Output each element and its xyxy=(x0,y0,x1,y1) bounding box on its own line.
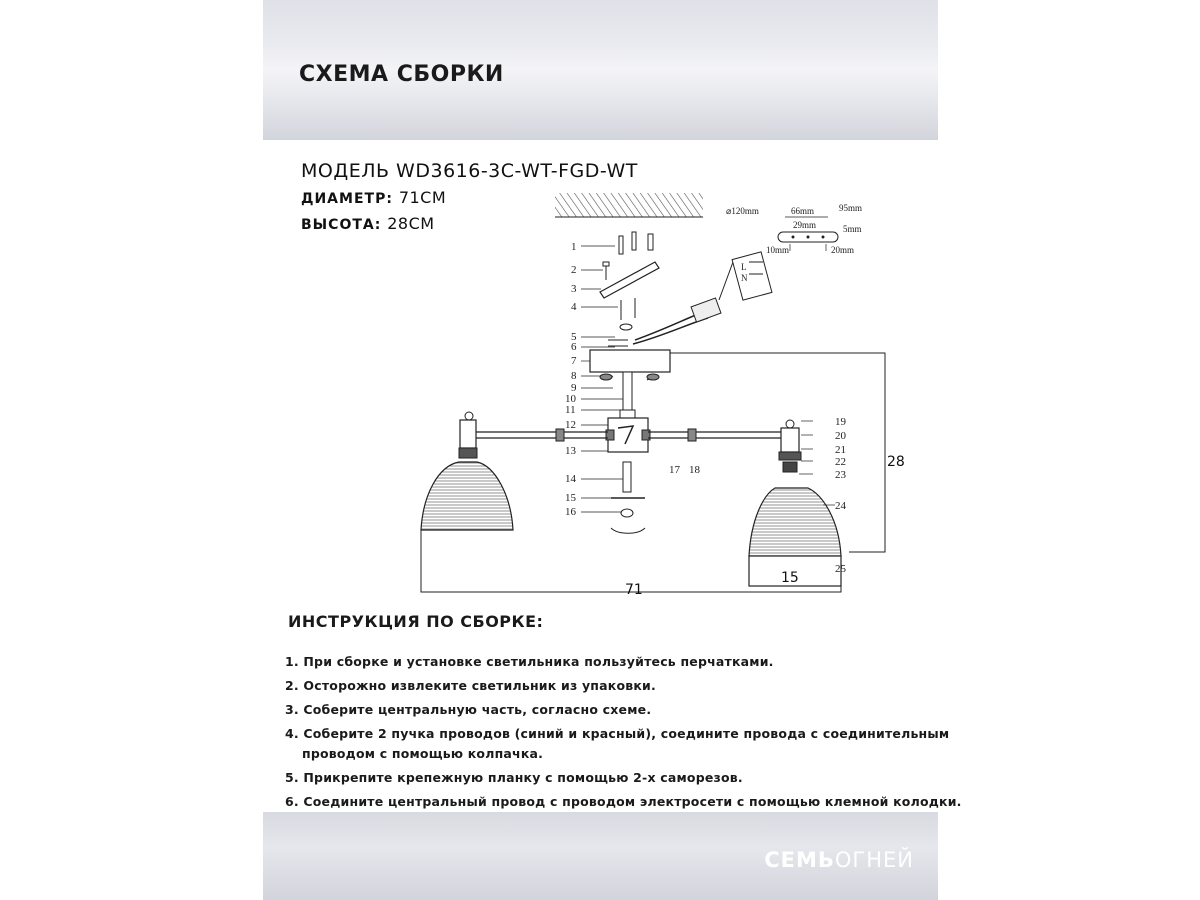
part-number-13: 13 xyxy=(565,445,576,457)
part-number-9: 9 xyxy=(571,382,577,394)
brand-logo xyxy=(764,848,914,872)
footer-band xyxy=(263,812,938,900)
dim-95: 95mm xyxy=(839,203,863,213)
dim-canopy: ⌀120mm xyxy=(726,206,759,216)
part-number-3: 3 xyxy=(571,283,577,295)
part-number-layer xyxy=(263,0,938,612)
part-number-23: 23 xyxy=(835,469,846,481)
part-number-15: 15 xyxy=(565,492,576,504)
overall-height-label: 28 xyxy=(887,454,905,470)
part-number-5: 5 xyxy=(571,331,577,343)
wire-label-n: N xyxy=(741,273,748,283)
height-label: ВЫСОТА: xyxy=(301,217,382,233)
part-number-7: 7 xyxy=(571,355,577,367)
part-number-6: 6 xyxy=(571,341,577,353)
instruction-step: 4. Соберите 2 пучка проводов (синий и красный), соедините провода с соединительным xyxy=(285,726,950,741)
diameter-value: 71СМ xyxy=(398,188,447,207)
part-number-17: 17 xyxy=(669,464,680,476)
part-number-20: 20 xyxy=(835,430,846,442)
dim-20: 20mm xyxy=(831,245,855,255)
instruction-step: 5. Прикрепите крепежную планку с помощью 2-х саморезов. xyxy=(285,770,743,785)
dim-29: 29mm xyxy=(793,220,817,230)
brand-light: ОГНЕЙ xyxy=(834,848,914,872)
brand-bold: СЕМЬ xyxy=(764,848,835,872)
part-number-12: 12 xyxy=(565,419,576,431)
part-number-1: 1 xyxy=(571,241,577,253)
instruction-step: 2. Осторожно извлеките светильник из упаковки. xyxy=(285,678,656,693)
part-number-19: 19 xyxy=(835,416,846,428)
part-number-22: 22 xyxy=(835,456,846,468)
part-number-18: 18 xyxy=(689,464,700,476)
part-number-11: 11 xyxy=(565,404,576,416)
dim-5: 5mm xyxy=(843,224,862,234)
dim-10: 10mm xyxy=(766,245,790,255)
page-title: СХЕМА СБОРКИ xyxy=(299,62,504,87)
shade-width-label: 15 xyxy=(781,570,799,586)
height-value: 28СМ xyxy=(387,214,435,233)
part-number-14: 14 xyxy=(565,473,576,485)
instructions-title: ИНСТРУКЦИЯ ПО СБОРКЕ: xyxy=(288,612,544,631)
part-number-16: 16 xyxy=(565,506,576,518)
instruction-step-continued: проводом с помощью колпачка. xyxy=(302,746,544,761)
part-number-24: 24 xyxy=(835,500,846,512)
assembly-sheet xyxy=(263,0,962,900)
part-number-8: 8 xyxy=(571,370,577,382)
overall-width-label: 71 xyxy=(625,582,643,598)
part-number-21: 21 xyxy=(835,444,846,456)
dim-66: 66mm xyxy=(791,206,815,216)
diameter-label: ДИАМЕТР: xyxy=(301,191,393,207)
instruction-step: 1. При сборке и установке светильника пользуйтесь перчатками. xyxy=(285,654,774,669)
part-number-4: 4 xyxy=(571,301,577,313)
wire-label-l: L xyxy=(741,262,747,272)
part-number-25: 25 xyxy=(835,563,846,575)
part-number-2: 2 xyxy=(571,264,577,276)
part-number-10: 10 xyxy=(565,393,576,405)
instruction-step: 3. Соберите центральную часть, согласно схеме. xyxy=(285,702,652,717)
instruction-step: 6. Соедините центральный провод с проводом электросети с помощью клемной колодки. xyxy=(285,794,962,809)
model-label: МОДЕЛЬ WD3616-3C-WT-FGD-WT xyxy=(301,160,638,182)
